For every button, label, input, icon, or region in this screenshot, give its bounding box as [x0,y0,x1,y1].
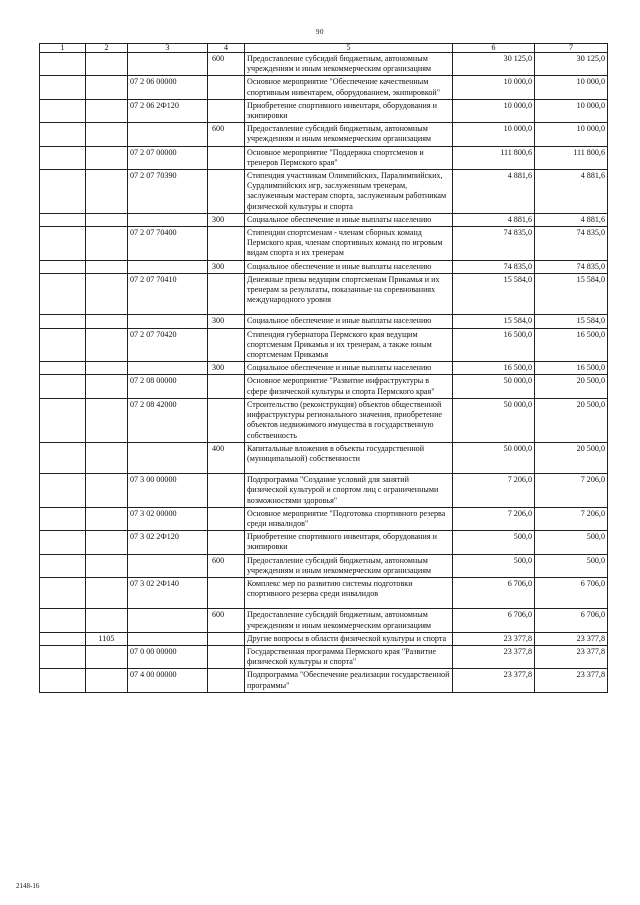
section-cell [40,442,86,473]
subsection-cell [86,170,128,214]
expense-type-cell [208,99,245,122]
table-row [40,577,608,608]
name-cell: Подпрограмма "Создание условий для занятий физической культурой и спортом лиц с ограниченными возможностями здоровья" [245,474,453,508]
name-cell: Предоставление субсидий бюджетным, автономным учреждениям и иным некоммерческим организациям [245,123,453,146]
table-row [40,260,608,273]
expense-type-cell [208,170,245,214]
amount-year1-cell: 50 000,0 [453,398,535,442]
subsection-cell [86,577,128,608]
target-article-cell: 07 2 07 00000 [128,146,208,169]
amount-year1-cell: 30 125,0 [453,53,535,76]
name-cell: Другие вопросы в области физической культуры и спорта [245,632,453,645]
amount-year2-cell: 10 000,0 [535,76,608,99]
expense-type-cell [208,146,245,169]
subsection-cell [86,328,128,362]
amount-year2-cell: 74 835,0 [535,260,608,273]
amount-year2-cell: 4 881,6 [535,213,608,226]
table-row [40,669,608,692]
expense-type-cell [208,398,245,442]
table-row [40,76,608,99]
table-row [40,315,608,328]
name-cell: Строительство (реконструкция) объектов общественной инфраструктуры регионального значения, приобретение объектов недвижимого имущества в государственную собственность [245,398,453,442]
expense-type-cell: 600 [208,609,245,632]
subsection-cell [86,362,128,375]
table-row [40,170,608,214]
target-article-cell: 07 0 00 00000 [128,645,208,668]
section-cell [40,669,86,692]
subsection-cell [86,213,128,226]
subsection-cell [86,260,128,273]
table-row [40,609,608,632]
table-row [40,146,608,169]
expense-type-cell: 600 [208,53,245,76]
target-article-cell: 07 2 08 42000 [128,398,208,442]
expense-type-cell [208,375,245,398]
budget-table [39,43,608,693]
subsection-cell [86,609,128,632]
target-article-cell: 07 3 00 00000 [128,474,208,508]
subsection-cell: 1105 [86,632,128,645]
section-cell [40,146,86,169]
target-article-cell [128,609,208,632]
target-article-cell [128,260,208,273]
subsection-cell [86,76,128,99]
subsection-cell [86,273,128,315]
amount-year1-cell: 10 000,0 [453,123,535,146]
name-cell: Подпрограмма "Обеспечение реализации государственной программы" [245,669,453,692]
amount-year2-cell: 16 500,0 [535,328,608,362]
column-number: 2 [86,44,128,53]
table-row [40,398,608,442]
amount-year1-cell: 16 500,0 [453,362,535,375]
amount-year2-cell: 23 377,8 [535,645,608,668]
table-row [40,645,608,668]
section-cell [40,609,86,632]
column-number-row [40,44,608,53]
expense-type-cell [208,669,245,692]
amount-year2-cell: 111 800,6 [535,146,608,169]
section-cell [40,170,86,214]
column-number: 7 [535,44,608,53]
expense-type-cell [208,76,245,99]
amount-year2-cell: 20 500,0 [535,375,608,398]
amount-year2-cell: 10 000,0 [535,99,608,122]
target-article-cell: 07 3 02 2Ф120 [128,531,208,554]
subsection-cell [86,554,128,577]
target-article-cell [128,554,208,577]
amount-year1-cell: 6 706,0 [453,577,535,608]
name-cell: Приобретение спортивного инвентаря, оборудования и экипировки [245,531,453,554]
target-article-cell: 07 3 02 00000 [128,507,208,530]
target-article-cell: 07 2 07 70410 [128,273,208,315]
amount-year2-cell: 20 500,0 [535,398,608,442]
subsection-cell [86,442,128,473]
subsection-cell [86,375,128,398]
expense-type-cell: 300 [208,315,245,328]
name-cell: Социальное обеспечение и иные выплаты населению [245,213,453,226]
amount-year2-cell: 6 706,0 [535,577,608,608]
section-cell [40,260,86,273]
amount-year2-cell: 10 000,0 [535,123,608,146]
section-cell [40,213,86,226]
target-article-cell [128,442,208,473]
amount-year1-cell: 6 706,0 [453,609,535,632]
amount-year1-cell: 15 584,0 [453,273,535,315]
name-cell: Стипендия губернатора Пермского края ведущим спортсменам Прикамья и их тренерам, а также юным спортсменам Прикамья [245,328,453,362]
expense-type-cell: 300 [208,213,245,226]
target-article-cell: 07 2 06 00000 [128,76,208,99]
expense-type-cell [208,645,245,668]
section-cell [40,577,86,608]
section-cell [40,398,86,442]
expense-type-cell [208,328,245,362]
table-row [40,99,608,122]
expense-type-cell [208,273,245,315]
section-cell [40,632,86,645]
amount-year2-cell: 20 500,0 [535,442,608,473]
subsection-cell [86,53,128,76]
amount-year1-cell: 10 000,0 [453,76,535,99]
amount-year2-cell: 15 584,0 [535,315,608,328]
name-cell: Капитальные вложения в объекты государственной (муниципальной) собственности [245,442,453,473]
subsection-cell [86,146,128,169]
section-cell [40,328,86,362]
target-article-cell [128,315,208,328]
column-number: 1 [40,44,86,53]
target-article-cell [128,53,208,76]
amount-year1-cell: 111 800,6 [453,146,535,169]
target-article-cell [128,123,208,146]
amount-year2-cell: 4 881,6 [535,170,608,214]
amount-year1-cell: 10 000,0 [453,99,535,122]
amount-year2-cell: 7 206,0 [535,507,608,530]
document-code: 2148-16 [16,882,40,890]
subsection-cell [86,123,128,146]
amount-year1-cell: 23 377,8 [453,669,535,692]
target-article-cell [128,362,208,375]
amount-year2-cell: 15 584,0 [535,273,608,315]
name-cell: Государственная программа Пермского края "Развитие физической культуры и спорта" [245,645,453,668]
table-row [40,213,608,226]
page-number: 90 [316,28,324,36]
expense-type-cell: 400 [208,442,245,473]
target-article-cell: 07 2 06 2Ф120 [128,99,208,122]
table-row [40,632,608,645]
name-cell: Предоставление субсидий бюджетным, автономным учреждениям и иным некоммерческим организациям [245,554,453,577]
amount-year1-cell: 15 584,0 [453,315,535,328]
amount-year2-cell: 74 835,0 [535,227,608,261]
amount-year2-cell: 23 377,8 [535,632,608,645]
subsection-cell [86,398,128,442]
section-cell [40,123,86,146]
target-article-cell: 07 3 02 2Ф140 [128,577,208,608]
target-article-cell: 07 2 08 00000 [128,375,208,398]
target-article-cell [128,213,208,226]
section-cell [40,362,86,375]
target-article-cell: 07 4 00 00000 [128,669,208,692]
table-row [40,53,608,76]
section-cell [40,76,86,99]
expense-type-cell: 300 [208,362,245,375]
name-cell: Социальное обеспечение и иные выплаты населению [245,362,453,375]
name-cell: Основное мероприятие "Развитие инфраструктуры в сфере физической культуры и спорта Пермского края" [245,375,453,398]
section-cell [40,375,86,398]
expense-type-cell [208,632,245,645]
expense-type-cell [208,227,245,261]
column-number: 6 [453,44,535,53]
section-cell [40,315,86,328]
subsection-cell [86,315,128,328]
expense-type-cell [208,474,245,508]
amount-year1-cell: 74 835,0 [453,227,535,261]
target-article-cell: 07 2 07 70420 [128,328,208,362]
amount-year2-cell: 16 500,0 [535,362,608,375]
expense-type-cell: 600 [208,123,245,146]
name-cell: Основное мероприятие "Поддержка спортсменов и тренеров Пермского края" [245,146,453,169]
amount-year1-cell: 23 377,8 [453,645,535,668]
amount-year1-cell: 16 500,0 [453,328,535,362]
target-article-cell: 07 2 07 70390 [128,170,208,214]
amount-year2-cell: 500,0 [535,531,608,554]
table-row [40,531,608,554]
amount-year1-cell: 50 000,0 [453,442,535,473]
section-cell [40,531,86,554]
name-cell: Приобретение спортивного инвентаря, оборудования и экипировки [245,99,453,122]
target-article-cell [128,632,208,645]
amount-year1-cell: 4 881,6 [453,213,535,226]
amount-year1-cell: 7 206,0 [453,474,535,508]
amount-year1-cell: 74 835,0 [453,260,535,273]
subsection-cell [86,531,128,554]
expense-type-cell [208,531,245,554]
name-cell: Социальное обеспечение и иные выплаты населению [245,315,453,328]
amount-year1-cell: 4 881,6 [453,170,535,214]
section-cell [40,474,86,508]
name-cell: Основное мероприятие "Подготовка спортивного резерва среди инвалидов" [245,507,453,530]
amount-year1-cell: 500,0 [453,531,535,554]
column-number: 3 [128,44,208,53]
name-cell: Основное мероприятие "Обеспечение качественным спортивным инвентарем, оборудованием, экипировкой" [245,76,453,99]
subsection-cell [86,99,128,122]
amount-year2-cell: 500,0 [535,554,608,577]
section-cell [40,227,86,261]
expense-type-cell: 300 [208,260,245,273]
name-cell: Социальное обеспечение и иные выплаты населению [245,260,453,273]
expense-type-cell [208,507,245,530]
expense-type-cell: 600 [208,554,245,577]
amount-year1-cell: 7 206,0 [453,507,535,530]
section-cell [40,99,86,122]
table-row [40,123,608,146]
table-row [40,328,608,362]
amount-year1-cell: 50 000,0 [453,375,535,398]
table-row [40,474,608,508]
section-cell [40,554,86,577]
name-cell: Денежные призы ведущим спортсменам Прикамья и их тренерам за результаты, показанные на соревнованиях международного уровня [245,273,453,315]
subsection-cell [86,645,128,668]
amount-year1-cell: 23 377,8 [453,632,535,645]
name-cell: Комплекс мер по развитию системы подготовки спортивного резерва среди инвалидов [245,577,453,608]
expense-type-cell [208,577,245,608]
name-cell: Предоставление субсидий бюджетным, автономным учреждениям и иным некоммерческим организациям [245,609,453,632]
amount-year2-cell: 23 377,8 [535,669,608,692]
target-article-cell: 07 2 07 70400 [128,227,208,261]
subsection-cell [86,474,128,508]
section-cell [40,53,86,76]
table-row [40,507,608,530]
amount-year2-cell: 30 125,0 [535,53,608,76]
table-row [40,362,608,375]
table-row [40,442,608,473]
amount-year2-cell: 7 206,0 [535,474,608,508]
column-number: 5 [245,44,453,53]
name-cell: Стипендии спортсменам - членам сборных команд Пермского края, членам спортивных команд по игровым видам спорта и их тренерам [245,227,453,261]
section-cell [40,507,86,530]
amount-year2-cell: 6 706,0 [535,609,608,632]
table-row [40,227,608,261]
table-row [40,375,608,398]
table-row [40,273,608,315]
section-cell [40,273,86,315]
table-row [40,554,608,577]
subsection-cell [86,669,128,692]
name-cell: Предоставление субсидий бюджетным, автономным учреждениям и иным некоммерческим организациям [245,53,453,76]
column-number: 4 [208,44,245,53]
subsection-cell [86,507,128,530]
subsection-cell [86,227,128,261]
section-cell [40,645,86,668]
name-cell: Стипендия участникам Олимпийских, Паралимпийских, Сурдлимпийских игр, заслуженным тренерам, заслуженным мастерам спорта, заслуженным работникам физической культуры и спорта [245,170,453,214]
amount-year1-cell: 500,0 [453,554,535,577]
